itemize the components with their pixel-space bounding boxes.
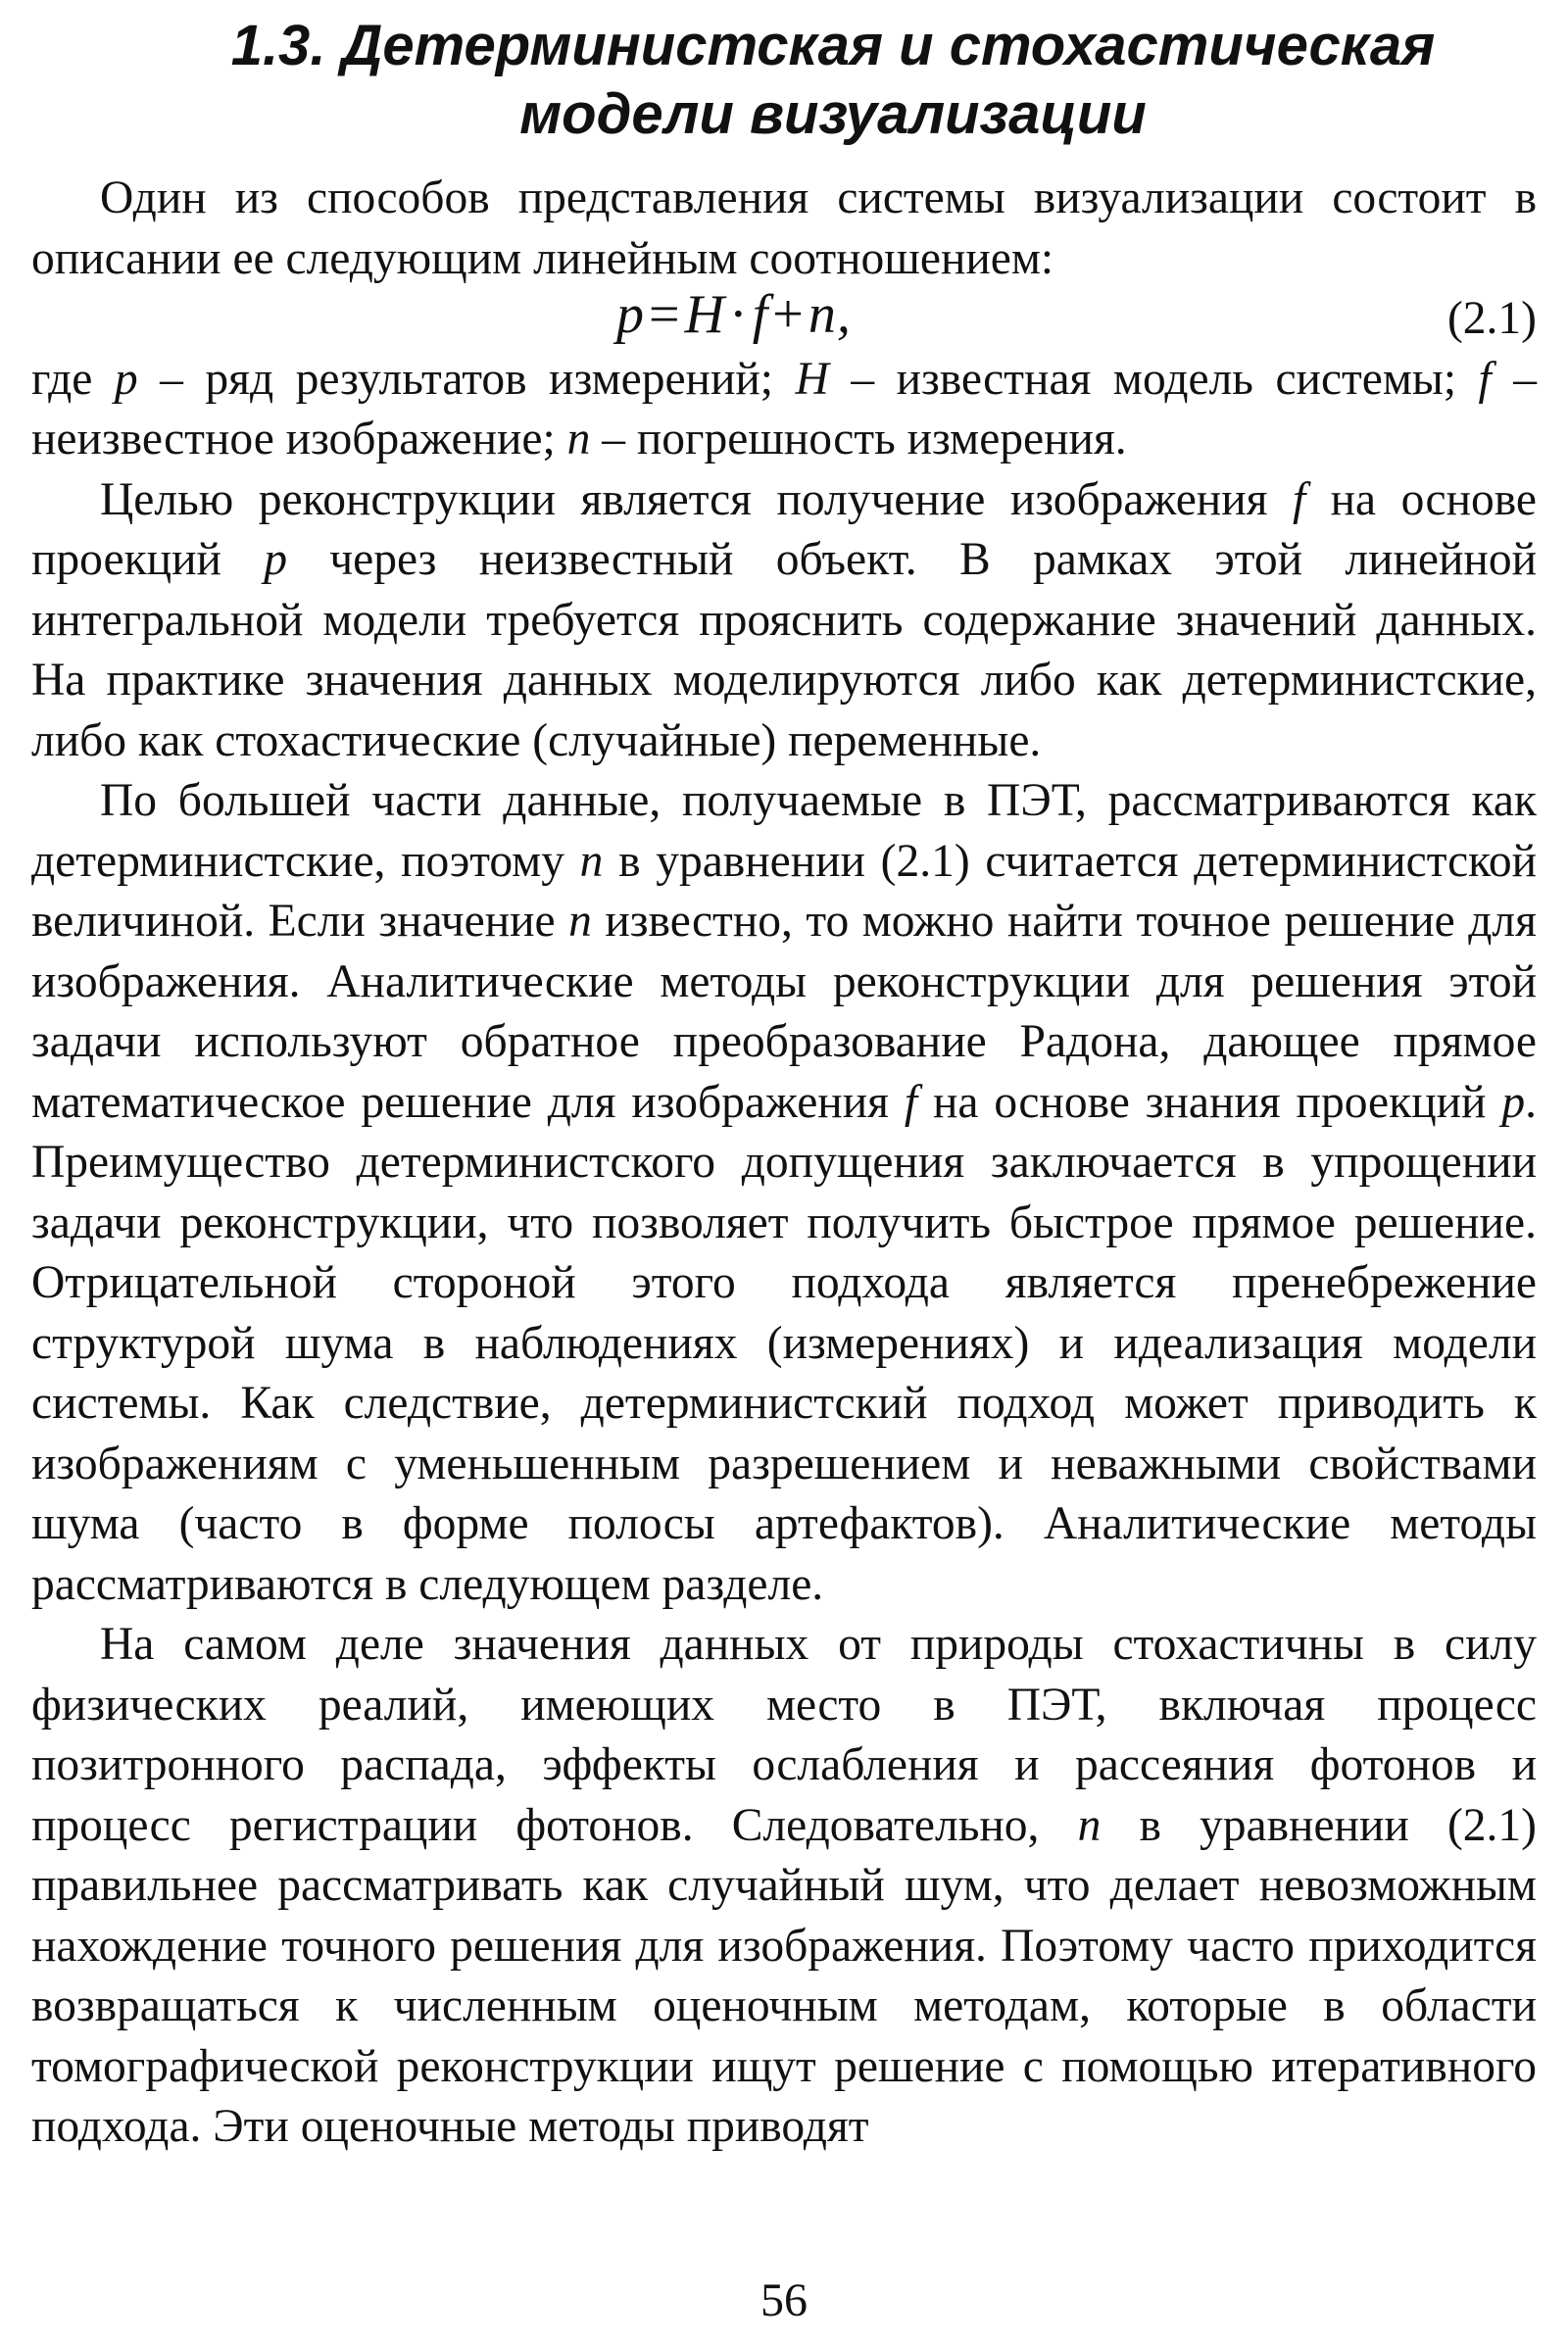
equation-comma: , bbox=[836, 284, 852, 345]
page-number: 56 bbox=[760, 2274, 808, 2326]
equation-formula bbox=[616, 285, 852, 346]
var-f: f bbox=[1478, 353, 1492, 405]
section-heading-line-1: 1.3. Детерминистская и стохастическая bbox=[230, 14, 1436, 77]
equation-plus: + bbox=[772, 284, 805, 345]
var-p: p bbox=[114, 353, 138, 405]
var-n: n bbox=[1077, 1799, 1102, 1851]
var-f: f bbox=[904, 1076, 918, 1128]
equation-f: f bbox=[752, 284, 769, 345]
section-heading bbox=[147, 12, 1519, 149]
definition-n: – погрешность измерения. bbox=[590, 414, 1127, 464]
definitions-where: где bbox=[31, 353, 115, 405]
paragraph-stochastic bbox=[31, 1615, 1537, 2158]
equation-p: p bbox=[616, 284, 645, 345]
paragraph-reconstruction-goal bbox=[31, 470, 1537, 772]
var-f: f bbox=[1292, 473, 1306, 525]
definition-p: – ряд результатов измерений; bbox=[137, 353, 796, 405]
paragraph-text: через неизвестный объект. В рамках этой линейной интегральной модели требуется прояснить содержание значений данных. На практике значения данных моделируются либо как детерминистские, либо как стохастические (случайные) переменные. bbox=[31, 534, 1537, 766]
definition-H: – известная модель системы; bbox=[828, 353, 1479, 405]
var-p: p bbox=[264, 534, 287, 585]
definition-f: – неизвестное изображение; bbox=[31, 353, 1538, 464]
equation-number: (2.1) bbox=[1446, 293, 1537, 344]
paragraph-text: на основе знания проекций bbox=[917, 1076, 1502, 1128]
paragraph-text: на основе проекций bbox=[31, 473, 1537, 585]
var-n: n bbox=[568, 896, 592, 947]
var-H: H bbox=[795, 353, 829, 405]
intro-paragraph: Один из способов представления системы визуализации состоит в описании ее следующим линейным соотношением: bbox=[31, 172, 1537, 284]
paragraph-text: известно, то можно найти точное решение для изображения. Аналитические методы реконструкции для решения этой задачи используют обратное преобразование Радона, дающее прямое математическое решение для изображения bbox=[31, 896, 1537, 1128]
section-heading-line-2: модели визуализации bbox=[519, 82, 1147, 146]
paragraph-text: Целью реконструкции является получение изображения bbox=[100, 473, 1293, 525]
var-p: p bbox=[1501, 1076, 1526, 1128]
var-n: n bbox=[566, 414, 591, 464]
paragraph-text: в уравнении (2.1) правильнее рассматривать как случайный шум, что делает невозможным нахождение точного решения для изображения. Поэтому часто приходится возвращаться к численным оценочным методам, которые в области томографической реконструкции ищут решение с помощью итеративного подхода. Эти оценочные методы приводят bbox=[31, 1799, 1537, 2152]
paragraph-text: в уравнении (2.1) считается детерминистской величиной. Если значение bbox=[31, 835, 1537, 947]
paragraph-text: По большей части данные, получаемые в ПЭТ, рассматриваются как детерминистские, поэтому bbox=[31, 775, 1537, 887]
body-text bbox=[31, 169, 1537, 2158]
paragraph-deterministic bbox=[31, 771, 1537, 1615]
equation-n: n bbox=[808, 284, 837, 345]
paragraph-text: На самом деле значения данных от природы стохастичны в силу физических реалий, имеющих место в ПЭТ, включая процесс позитронного распада, эффекты ослабления и рассеяния фотонов и процесс регистрации фотонов. Следовательно, bbox=[31, 1619, 1537, 1851]
equation-H: H bbox=[684, 284, 726, 345]
definitions-paragraph bbox=[31, 350, 1537, 470]
var-n: n bbox=[579, 835, 604, 887]
equation-dot: · bbox=[729, 284, 749, 345]
paragraph-text: . Преимущество детерминистского допущения заключается в упрощении задачи реконструкции, что позволяет получить быстрое прямое решение. Отрицательной стороной этого подхода является пренебрежение структурой шума в наблюдениях (измерениях) и идеализация модели системы. Как следствие, детерминистский подход может приводить к изображениям с уменьшенным разрешением и неважными свойствами шума (часто в форме полосы артефактов). Аналитические методы рассматриваются в следующем разделе. bbox=[31, 1076, 1538, 1610]
equation-equals: = bbox=[649, 284, 681, 345]
equation-block bbox=[31, 284, 1537, 350]
